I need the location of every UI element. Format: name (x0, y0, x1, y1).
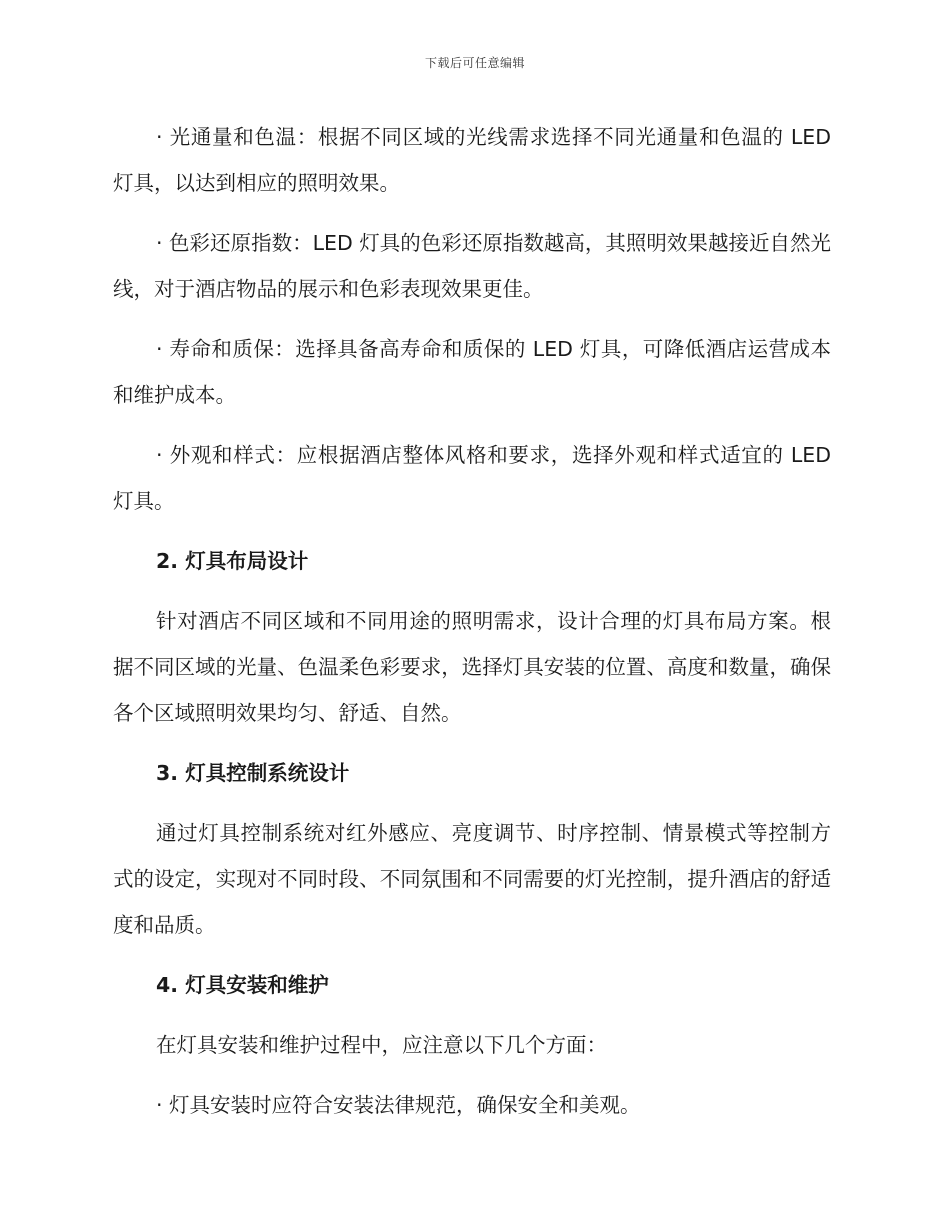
paragraph-control: 通过灯具控制系统对红外感应、亮度调节、时序控制、情景模式等控制方式的设定，实现对不同时段、不同氛围和不同需要的灯光控制，提升酒店的舒适度和品质。 (113, 821, 831, 937)
bullet-installation-compliance: · 灯具安装时应符合安装法律规范，确保安全和美观。 (156, 1093, 641, 1117)
section-heading-control: 3. 灯具控制系统设计 (156, 761, 350, 785)
bullet-color-rendering: · 色彩还原指数：LED 灯具的色彩还原指数越高，其照明效果越接近自然光线，对于酒店物品的展示和色彩表现效果更佳。 (113, 231, 831, 301)
page-header-note: 下载后可任意编辑 (424, 56, 525, 70)
document-body (113, 114, 831, 1142)
paragraph-installation-intro: 在灯具安装和维护过程中，应注意以下几个方面： (156, 1033, 607, 1057)
section-heading-installation: 4. 灯具安装和维护 (156, 973, 329, 997)
paragraph-layout: 针对酒店不同区域和不同用途的照明需求，设计合理的灯具布局方案。根据不同区域的光量、色温柔色彩要求，选择灯具安装的位置、高度和数量，确保各个区域照明效果均匀、舒适、自然。 (113, 609, 831, 725)
section-heading-layout: 2. 灯具布局设计 (156, 549, 309, 573)
bullet-lifespan-warranty: · 寿命和质保：选择具备高寿命和质保的 LED 灯具，可降低酒店运营成本和维护成本。 (113, 337, 831, 407)
bullet-luminous-flux: · 光通量和色温：根据不同区域的光线需求选择不同光通量和色温的 LED 灯具，以达到相应的照明效果。 (113, 125, 831, 195)
bullet-appearance-style: · 外观和样式：应根据酒店整体风格和要求，选择外观和样式适宜的 LED 灯具。 (113, 443, 831, 513)
